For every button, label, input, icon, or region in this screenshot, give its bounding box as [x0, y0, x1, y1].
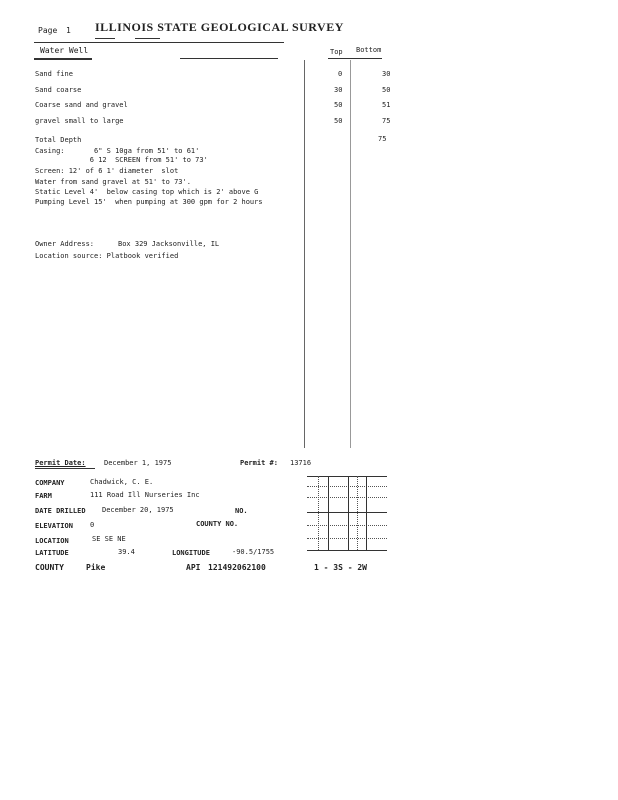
owner-address-value: Box 329 Jacksonville, IL [118, 240, 220, 248]
grid-line [357, 476, 358, 550]
grid-line [307, 476, 387, 477]
col-header-rule [328, 58, 382, 59]
company-label: COMPANY [35, 479, 65, 487]
grid-line [307, 550, 387, 551]
grid-line [307, 486, 387, 487]
page-title: ILLINOIS STATE GEOLOGICAL SURVEY [95, 20, 344, 34]
permit-underline [35, 468, 95, 469]
permit-number-label: Permit #: [240, 459, 278, 467]
formation-top: 50 [334, 101, 343, 109]
location-source: Location source: Platbook verified [35, 252, 179, 260]
total-depth-value: 75 [378, 135, 387, 143]
api-label: API [186, 563, 201, 572]
section-rule [180, 58, 278, 59]
note-line: Water from sand gravel at 51' to 73'. [35, 178, 191, 186]
farm-label: FARM [35, 492, 52, 500]
col-top-header: Top [330, 48, 343, 56]
page-number: 1 [66, 26, 71, 35]
latitude-label: LATITUDE [35, 549, 69, 557]
formation-bottom: 30 [382, 70, 391, 78]
formation-name: Sand coarse [35, 86, 82, 94]
column-divider [350, 60, 351, 448]
formation-name: Coarse sand and gravel [35, 101, 128, 109]
location-label: LOCATION [35, 537, 69, 545]
county-value: Pike [86, 563, 106, 572]
note-line: 6 12 SCREEN from 51' to 73' [35, 156, 208, 164]
note-line: Casing: 6" S 10ga from 51' to 61' [35, 147, 200, 155]
owner-address-label: Owner Address: [35, 240, 95, 248]
county-no-label: COUNTY NO. [196, 520, 239, 528]
permit-number-value: 13716 [290, 459, 312, 467]
formation-name: Sand fine [35, 70, 73, 78]
no-label: NO. [235, 507, 248, 515]
section-label: Water Well [40, 46, 89, 55]
county-label: COUNTY [35, 563, 64, 572]
grid-line [307, 538, 387, 539]
township-range: 1 - 3S - 2W [314, 563, 367, 572]
farm-value: 111 Road Ill Nurseries Inc [90, 491, 200, 499]
title-underline-mark [95, 38, 115, 39]
elevation-value: 0 [90, 521, 95, 529]
title-underline-mark [135, 38, 160, 39]
formation-bottom: 50 [382, 86, 391, 94]
note-line: Pumping Level 15' when pumping at 300 gpm for 2 hours [35, 198, 263, 206]
col-bottom-header: Bottom [356, 46, 382, 54]
grid-line [328, 476, 329, 550]
location-value: SE SE NE [92, 535, 126, 543]
formation-name: gravel small to large [35, 117, 124, 125]
column-divider [304, 60, 305, 448]
permit-date-label: Permit Date: [35, 459, 86, 467]
note-line: Static Level 4' below casing top which is 2' above G [35, 188, 259, 196]
grid-line [318, 476, 319, 550]
api-value: 121492062100 [208, 563, 266, 572]
elevation-label: ELEVATION [35, 522, 73, 530]
formation-top: 50 [334, 117, 343, 125]
company-value: Chadwick, C. E. [90, 478, 154, 486]
longitude-value: -90.5/1755 [232, 548, 275, 556]
permit-date-value: December 1, 1975 [104, 459, 172, 467]
formation-bottom: 51 [382, 101, 391, 109]
formation-bottom: 75 [382, 117, 391, 125]
date-drilled-value: December 20, 1975 [102, 506, 174, 514]
header-rule [34, 42, 284, 43]
formation-top: 30 [334, 86, 343, 94]
page-label: Page [38, 26, 58, 35]
longitude-label: LONGITUDE [172, 549, 210, 557]
grid-line [307, 497, 387, 498]
grid-line [307, 512, 387, 513]
grid-line [366, 476, 367, 550]
formation-top: 0 [338, 70, 343, 78]
section-underline [34, 58, 92, 60]
date-drilled-label: DATE DRILLED [35, 507, 86, 515]
grid-line [307, 525, 387, 526]
total-depth-label: Total Depth [35, 136, 82, 144]
latitude-value: 39.4 [118, 548, 135, 556]
note-line: Screen: 12' of 6 1' diameter slot [35, 167, 179, 175]
grid-line [348, 476, 349, 550]
